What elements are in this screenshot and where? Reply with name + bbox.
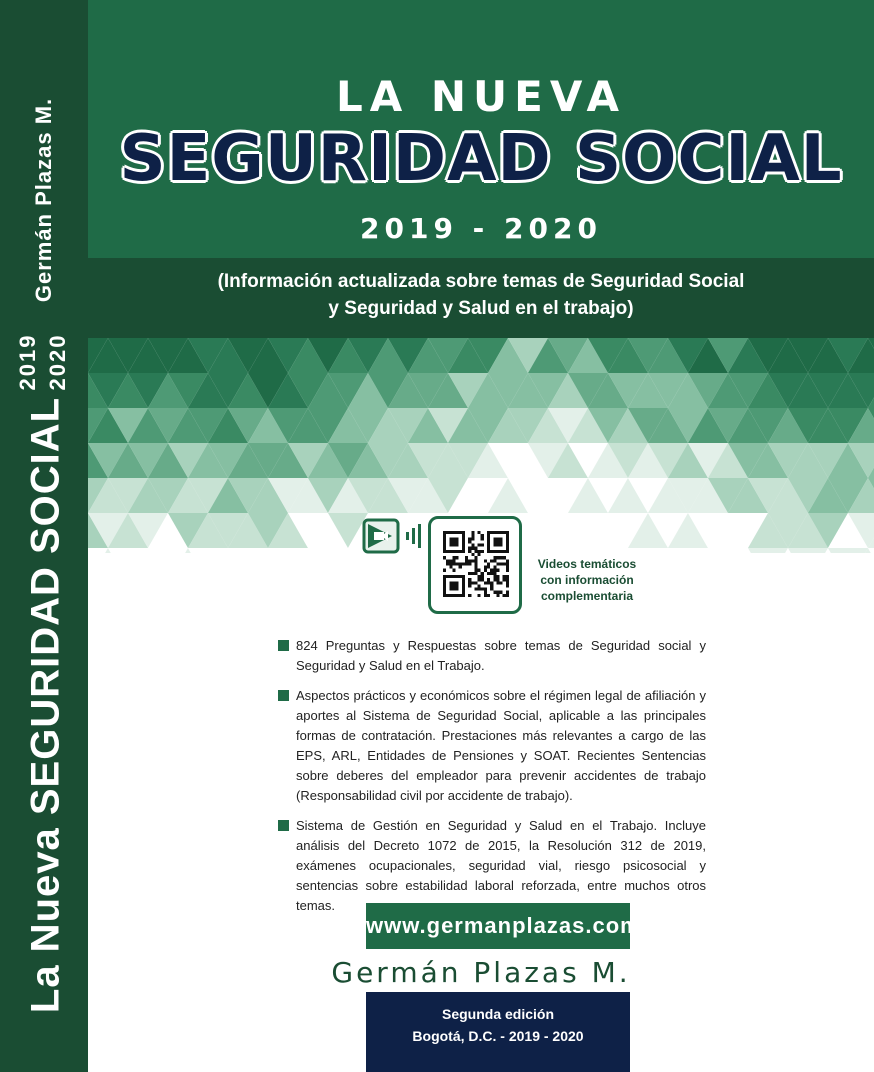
spine-year-top: 2019: [15, 333, 40, 391]
title-years: 2019 - 2020: [360, 212, 602, 245]
qr-code-frame[interactable]: [428, 516, 522, 614]
subtitle: [88, 268, 874, 322]
bullet-square-icon: [278, 690, 289, 701]
pattern-triangle: [228, 548, 268, 553]
feature-item: [278, 636, 706, 676]
pattern-triangle: [188, 548, 228, 553]
spine-author: Germán Plazas M.: [31, 97, 56, 303]
bullet-square-icon: [278, 640, 289, 651]
spine-title: La Nueva SEGURIDAD SOCIAL: [23, 396, 68, 1014]
subtitle-line-2: y Seguridad y Salud en el trabajo): [328, 298, 634, 319]
feature-item: [278, 816, 706, 916]
subtitle-line-1: (Información actualizada sobre temas de Seguridad Social: [217, 271, 745, 292]
feature-text: Aspectos prácticos y económicos sobre el régimen legal de afiliación y aportes al Sistema de Seguridad Social, aplicable a las principales formas de contratación. Prestaciones más relevantes a cargo de las EPS, ARL, Entidades de Pensiones y SOAT. Recientes Sentencias sobre deberes del empleador para prevenir accidentes de trabajo (Responsabilidad civil por accidente de trabajo).: [296, 688, 706, 803]
pattern-triangle: [628, 548, 668, 553]
book-spine: [0, 0, 88, 1072]
pattern-triangle: [748, 548, 788, 553]
video-play-icon: [362, 516, 426, 556]
pattern-triangle: [108, 548, 148, 553]
feature-list: [278, 636, 706, 926]
spine-year-bottom: 2020: [45, 333, 70, 391]
edition-box: [366, 992, 630, 1072]
feature-item: [278, 686, 706, 806]
pattern-triangle: [588, 548, 628, 553]
pattern-triangle: [828, 548, 868, 553]
qr-caption-line-3: complementaria: [540, 589, 634, 603]
qr-caption: [532, 556, 642, 604]
title-line-2: SEGURIDAD SOCIAL: [119, 122, 843, 196]
qr-code[interactable]: [443, 531, 509, 597]
edition-place-year: Bogotá, D.C. - 2019 - 2020: [412, 1028, 584, 1044]
pattern-triangle: [788, 548, 828, 553]
pattern-triangle: [308, 548, 348, 553]
pattern-triangle: [268, 548, 308, 553]
pattern-triangle: [88, 548, 108, 553]
website-link[interactable]: www.germanplazas.com: [366, 903, 630, 949]
qr-caption-line-1: Videos temáticos: [537, 557, 637, 571]
title-line-1: LA NUEVA: [336, 72, 626, 121]
pattern-triangle: [668, 548, 708, 553]
edition-label: Segunda edición: [441, 1006, 554, 1022]
feature-text: Sistema de Gestión en Seguridad y Salud en el Trabajo. Incluye análisis del Decreto 1072 de 2015, la Resolución 312 de 2019, exámenes ocupacionales, seguridad vial, riesgo psicosocial y sentencias sobre estabilidad laboral reforzada, entre muchos otros temas.: [296, 818, 706, 913]
bullet-square-icon: [278, 820, 289, 831]
pattern-triangle: [708, 548, 748, 553]
feature-text: 824 Preguntas y Respuestas sobre temas de Seguridad social y Seguridad y Salud en el Trabajo.: [296, 638, 706, 673]
author-name: Germán Plazas M.: [331, 956, 631, 989]
qr-caption-line-2: con información: [540, 573, 634, 587]
pattern-triangle: [548, 548, 588, 553]
pattern-triangle: [148, 548, 188, 553]
